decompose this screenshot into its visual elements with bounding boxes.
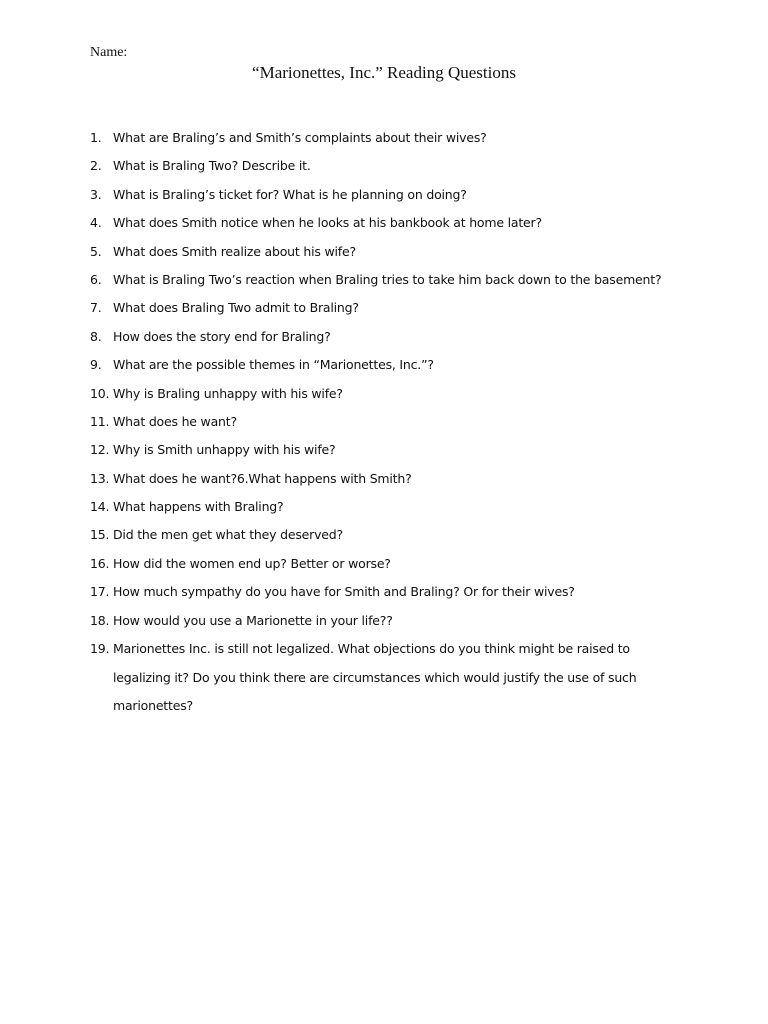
question-text: What does Smith realize about his wife? xyxy=(113,243,356,259)
question-text: How did the women end up? Better or worse? xyxy=(113,555,391,571)
question-item xyxy=(90,611,670,631)
question-text: What are the possible themes in “Marionettes, Inc.”? xyxy=(113,357,434,373)
name-label: Name: xyxy=(90,45,128,60)
question-number: 7. xyxy=(90,300,102,316)
question-text: Why is Smith unhappy with his wife? xyxy=(113,442,336,458)
question-number: 17. xyxy=(90,584,110,600)
question-number: 12. xyxy=(90,442,110,458)
question-item xyxy=(90,582,670,602)
question-number: 2. xyxy=(90,158,102,174)
question-item xyxy=(90,635,670,721)
question-text: What does he want? xyxy=(113,413,237,429)
question-text: What does Smith notice when he looks at his bankbook at home later? xyxy=(113,215,542,231)
question-text: Why is Braling unhappy with his wife? xyxy=(113,385,343,401)
question-text: Marionettes Inc. is still not legalized. What objections do you think might be raised to legalizing it? Do you think there are circumstances which would justify the use of such marionettes? xyxy=(113,641,637,714)
question-text: What does he want?6.What happens with Smith? xyxy=(113,470,412,486)
question-item xyxy=(90,469,670,489)
question-text: How does the story end for Braling? xyxy=(113,328,331,344)
question-item xyxy=(90,185,670,205)
question-number: 9. xyxy=(90,357,102,373)
question-item xyxy=(90,270,670,290)
question-number: 1. xyxy=(90,130,102,145)
question-number: 6. xyxy=(90,271,102,287)
question-text: How would you use a Marionette in your life?? xyxy=(113,612,393,628)
page-title: “Marionettes, Inc.” Reading Questions xyxy=(252,63,516,82)
question-text: How much sympathy do you have for Smith and Braling? Or for their wives? xyxy=(113,584,575,600)
question-number: 18. xyxy=(90,612,110,628)
question-text: Did the men get what they deserved? xyxy=(113,527,343,543)
question-number: 13. xyxy=(90,470,110,486)
question-text: What does Braling Two admit to Braling? xyxy=(113,300,359,316)
question-text: What are Braling’s and Smith’s complaints about their wives? xyxy=(113,130,487,145)
question-item xyxy=(90,554,670,574)
question-number: 11. xyxy=(90,413,110,429)
question-number: 8. xyxy=(90,328,102,344)
question-item xyxy=(90,384,670,404)
question-item xyxy=(90,355,670,375)
question-number: 5. xyxy=(90,243,102,259)
question-item xyxy=(90,412,670,432)
question-item xyxy=(90,156,670,176)
question-number: 3. xyxy=(90,186,102,202)
question-list xyxy=(90,128,670,729)
question-number: 4. xyxy=(90,215,102,231)
question-number: 16. xyxy=(90,555,110,571)
question-item xyxy=(90,242,670,262)
question-text: What happens with Braling? xyxy=(113,499,284,515)
question-number: 10. xyxy=(90,385,110,401)
question-item xyxy=(90,440,670,460)
question-item xyxy=(90,525,670,545)
question-item xyxy=(90,497,670,517)
question-text: What is Braling Two’s reaction when Braling tries to take him back down to the basement? xyxy=(113,271,662,287)
question-item xyxy=(90,327,670,347)
question-item xyxy=(90,298,670,318)
question-text: What is Braling’s ticket for? What is he planning on doing? xyxy=(113,186,467,202)
question-number: 19. xyxy=(90,641,110,657)
question-item xyxy=(90,128,670,148)
question-number: 15. xyxy=(90,527,110,543)
question-number: 14. xyxy=(90,499,110,515)
question-text: What is Braling Two? Describe it. xyxy=(113,158,311,174)
question-item xyxy=(90,213,670,233)
